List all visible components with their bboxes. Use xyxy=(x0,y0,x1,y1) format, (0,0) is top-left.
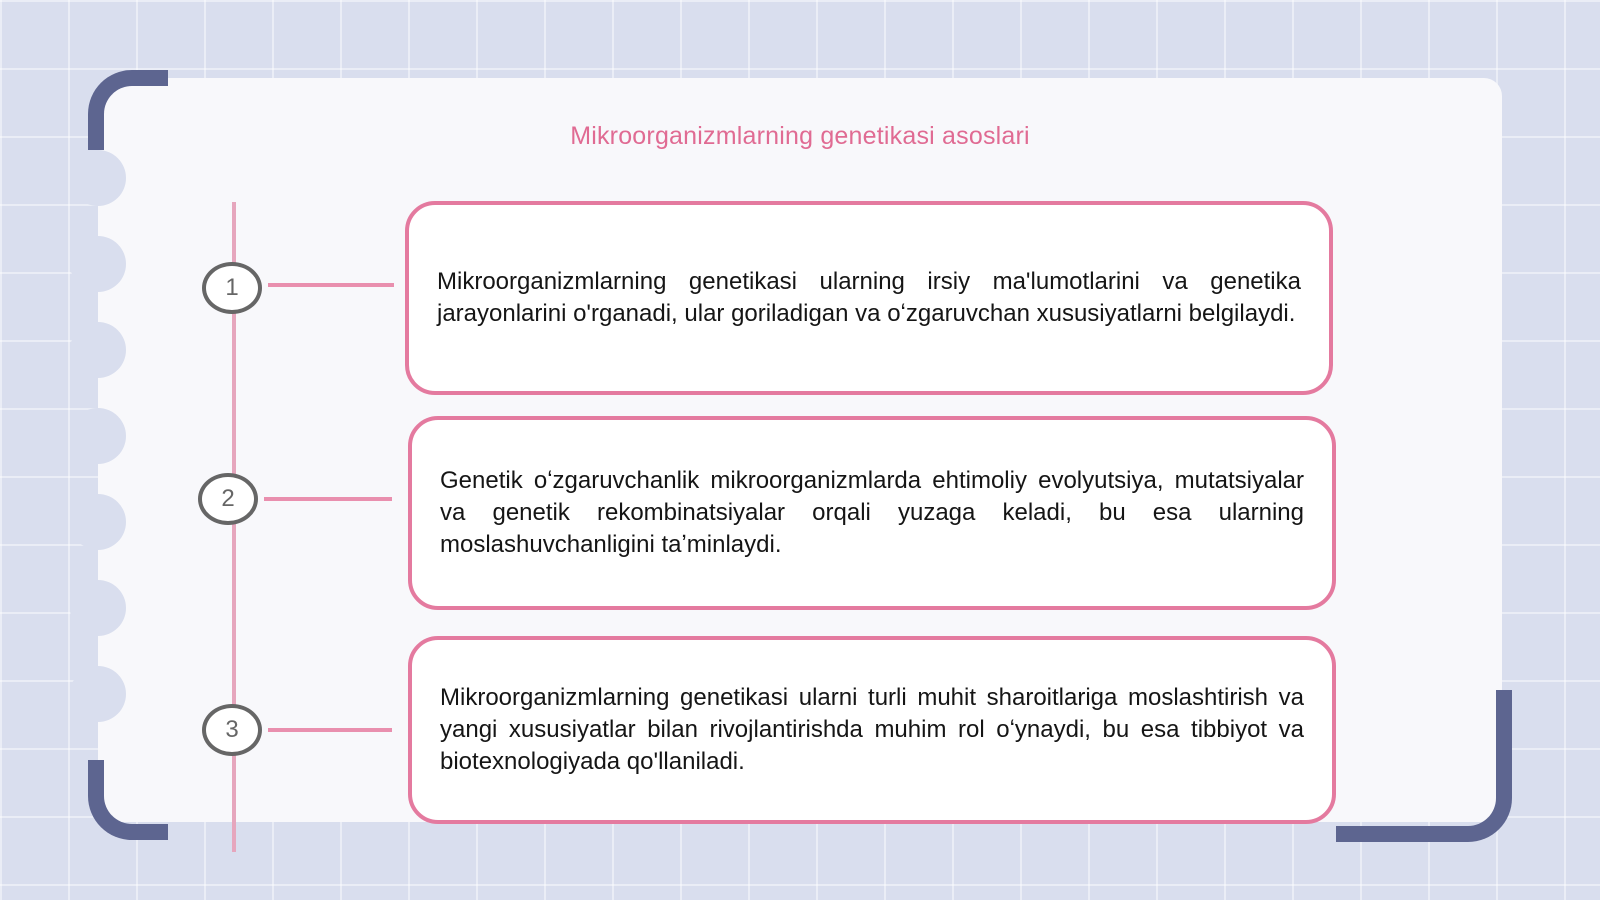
step-number-2: 2 xyxy=(198,473,258,525)
notch xyxy=(70,236,126,292)
step-number-1: 1 xyxy=(202,262,262,314)
notch xyxy=(70,322,126,378)
connector-line xyxy=(264,497,392,501)
frame-corner-top-left xyxy=(88,70,168,150)
info-card-1 xyxy=(405,201,1333,395)
notch xyxy=(70,666,126,722)
info-card-text: Genetik oʻzgaruvchanlik mikroorganizmlarda ehtimoliy evolyutsiya, mutatsiyalar va genetik rekombinatsiyalar orqali yuzaga keladi, bu esa ularning moslashuvchanligini taʼminlaydi. xyxy=(440,467,1304,558)
frame-corner-bottom-right xyxy=(1336,690,1512,842)
notch xyxy=(70,494,126,550)
info-card-text: Mikroorganizmlarning genetikasi ularni turli muhit sharoitlariga moslashtirish va yangi xususiyatlar bilan rivojlantirishda muhim rol oʻynaydi, bu esa tibbiyot va biotexnologiyada qo'llaniladi. xyxy=(440,684,1304,775)
info-card-2 xyxy=(408,416,1336,610)
slide-title: Mikroorganizmlarning genetikasi asoslari xyxy=(570,122,1030,150)
connector-line xyxy=(268,283,394,287)
info-card-text: Mikroorganizmlarning genetikasi ularning irsiy ma'lumotlarini va genetika jarayonlarini o'rganadi, ular goriladigan va oʻzgaruvchan xususiyatlarni belgilaydi. xyxy=(437,268,1301,327)
step-number-3: 3 xyxy=(202,704,262,756)
notch xyxy=(70,580,126,636)
notch xyxy=(70,150,126,206)
frame-corner-bottom-left xyxy=(88,760,168,840)
notch xyxy=(70,408,126,464)
info-card-3 xyxy=(408,636,1336,824)
connector-line xyxy=(268,728,392,732)
